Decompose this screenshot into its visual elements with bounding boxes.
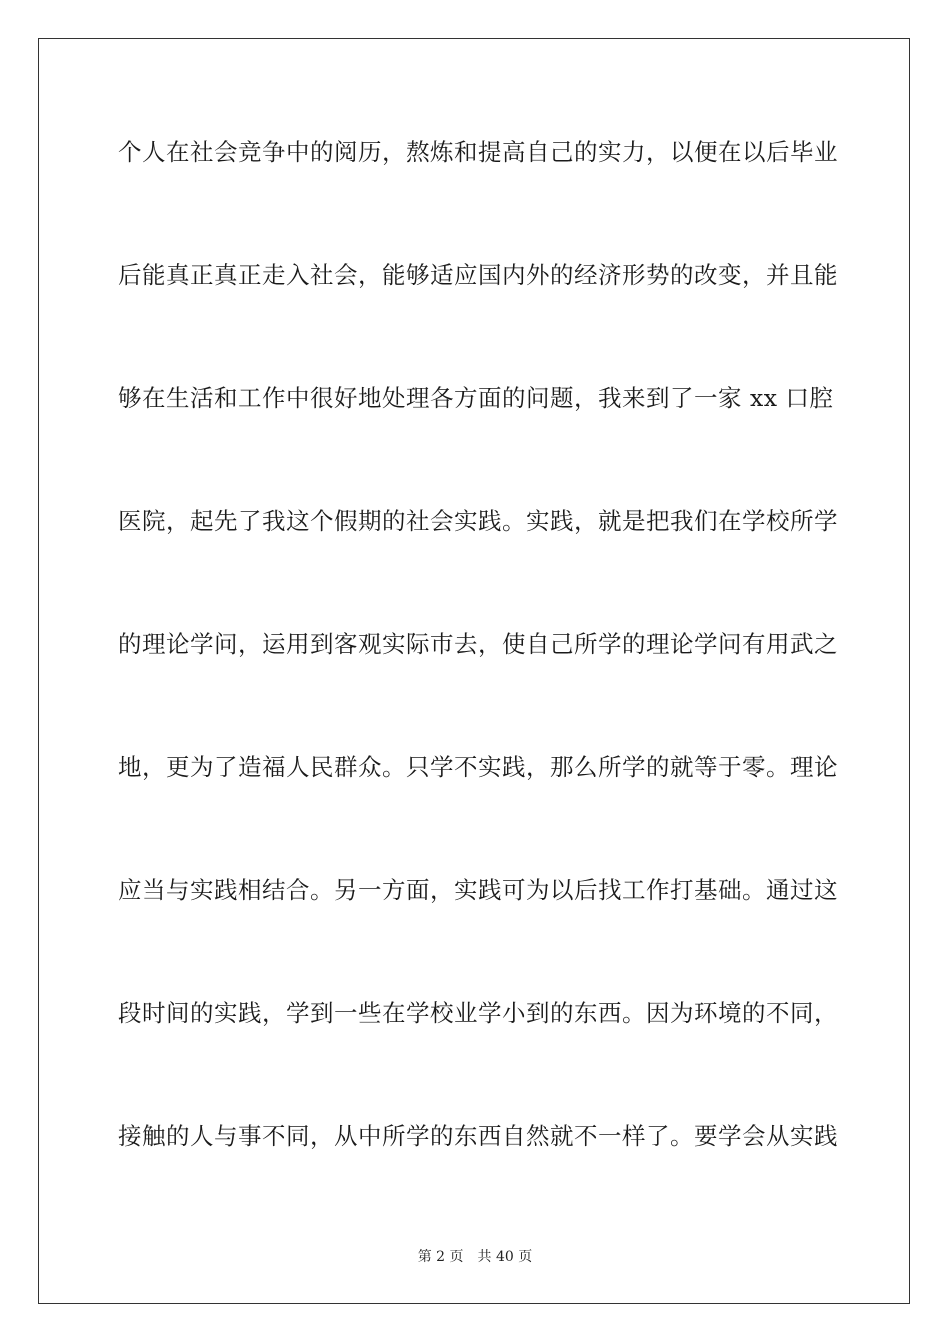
text-line-2: 后能真正真正走入社会，能够适应国内外的经济形势的改变，并且能 [118,261,838,289]
text-line-8: 段时间的实践，学到一些在学校业学小到的东西。因为环境的不同， [118,999,838,1027]
document-body [118,128,838,1235]
text-line-6: 地，更为了造福人民群众。只学不实践，那么所学的就等于零。理论 [118,753,838,781]
total-pages-label: 共 40 页 [477,1249,533,1265]
text-line-1: 个人在社会竞争中的阅历，熬炼和提高自己的实力，以便在以后毕业 [118,138,838,166]
current-page-label: 第 2 页 [417,1249,464,1265]
page-footer [0,1246,950,1266]
text-line-9: 接触的人与事不同，从中所学的东西自然就不一样了。要学会从实践 [118,1122,838,1150]
text-line-3: 够在生活和工作中很好地处理各方面的问题，我来到了一家 xx 口腔 [118,384,834,412]
text-line-7: 应当与实践相结合。另一方面，实践可为以后找工作打基础。通过这 [118,876,838,904]
text-line-4: 医院，起先了我这个假期的社会实践。实践，就是把我们在学校所学 [118,507,838,535]
text-line-5: 的理论学问，运用到客观实际巿去，使自己所学的理论学问有用武之 [118,630,838,658]
